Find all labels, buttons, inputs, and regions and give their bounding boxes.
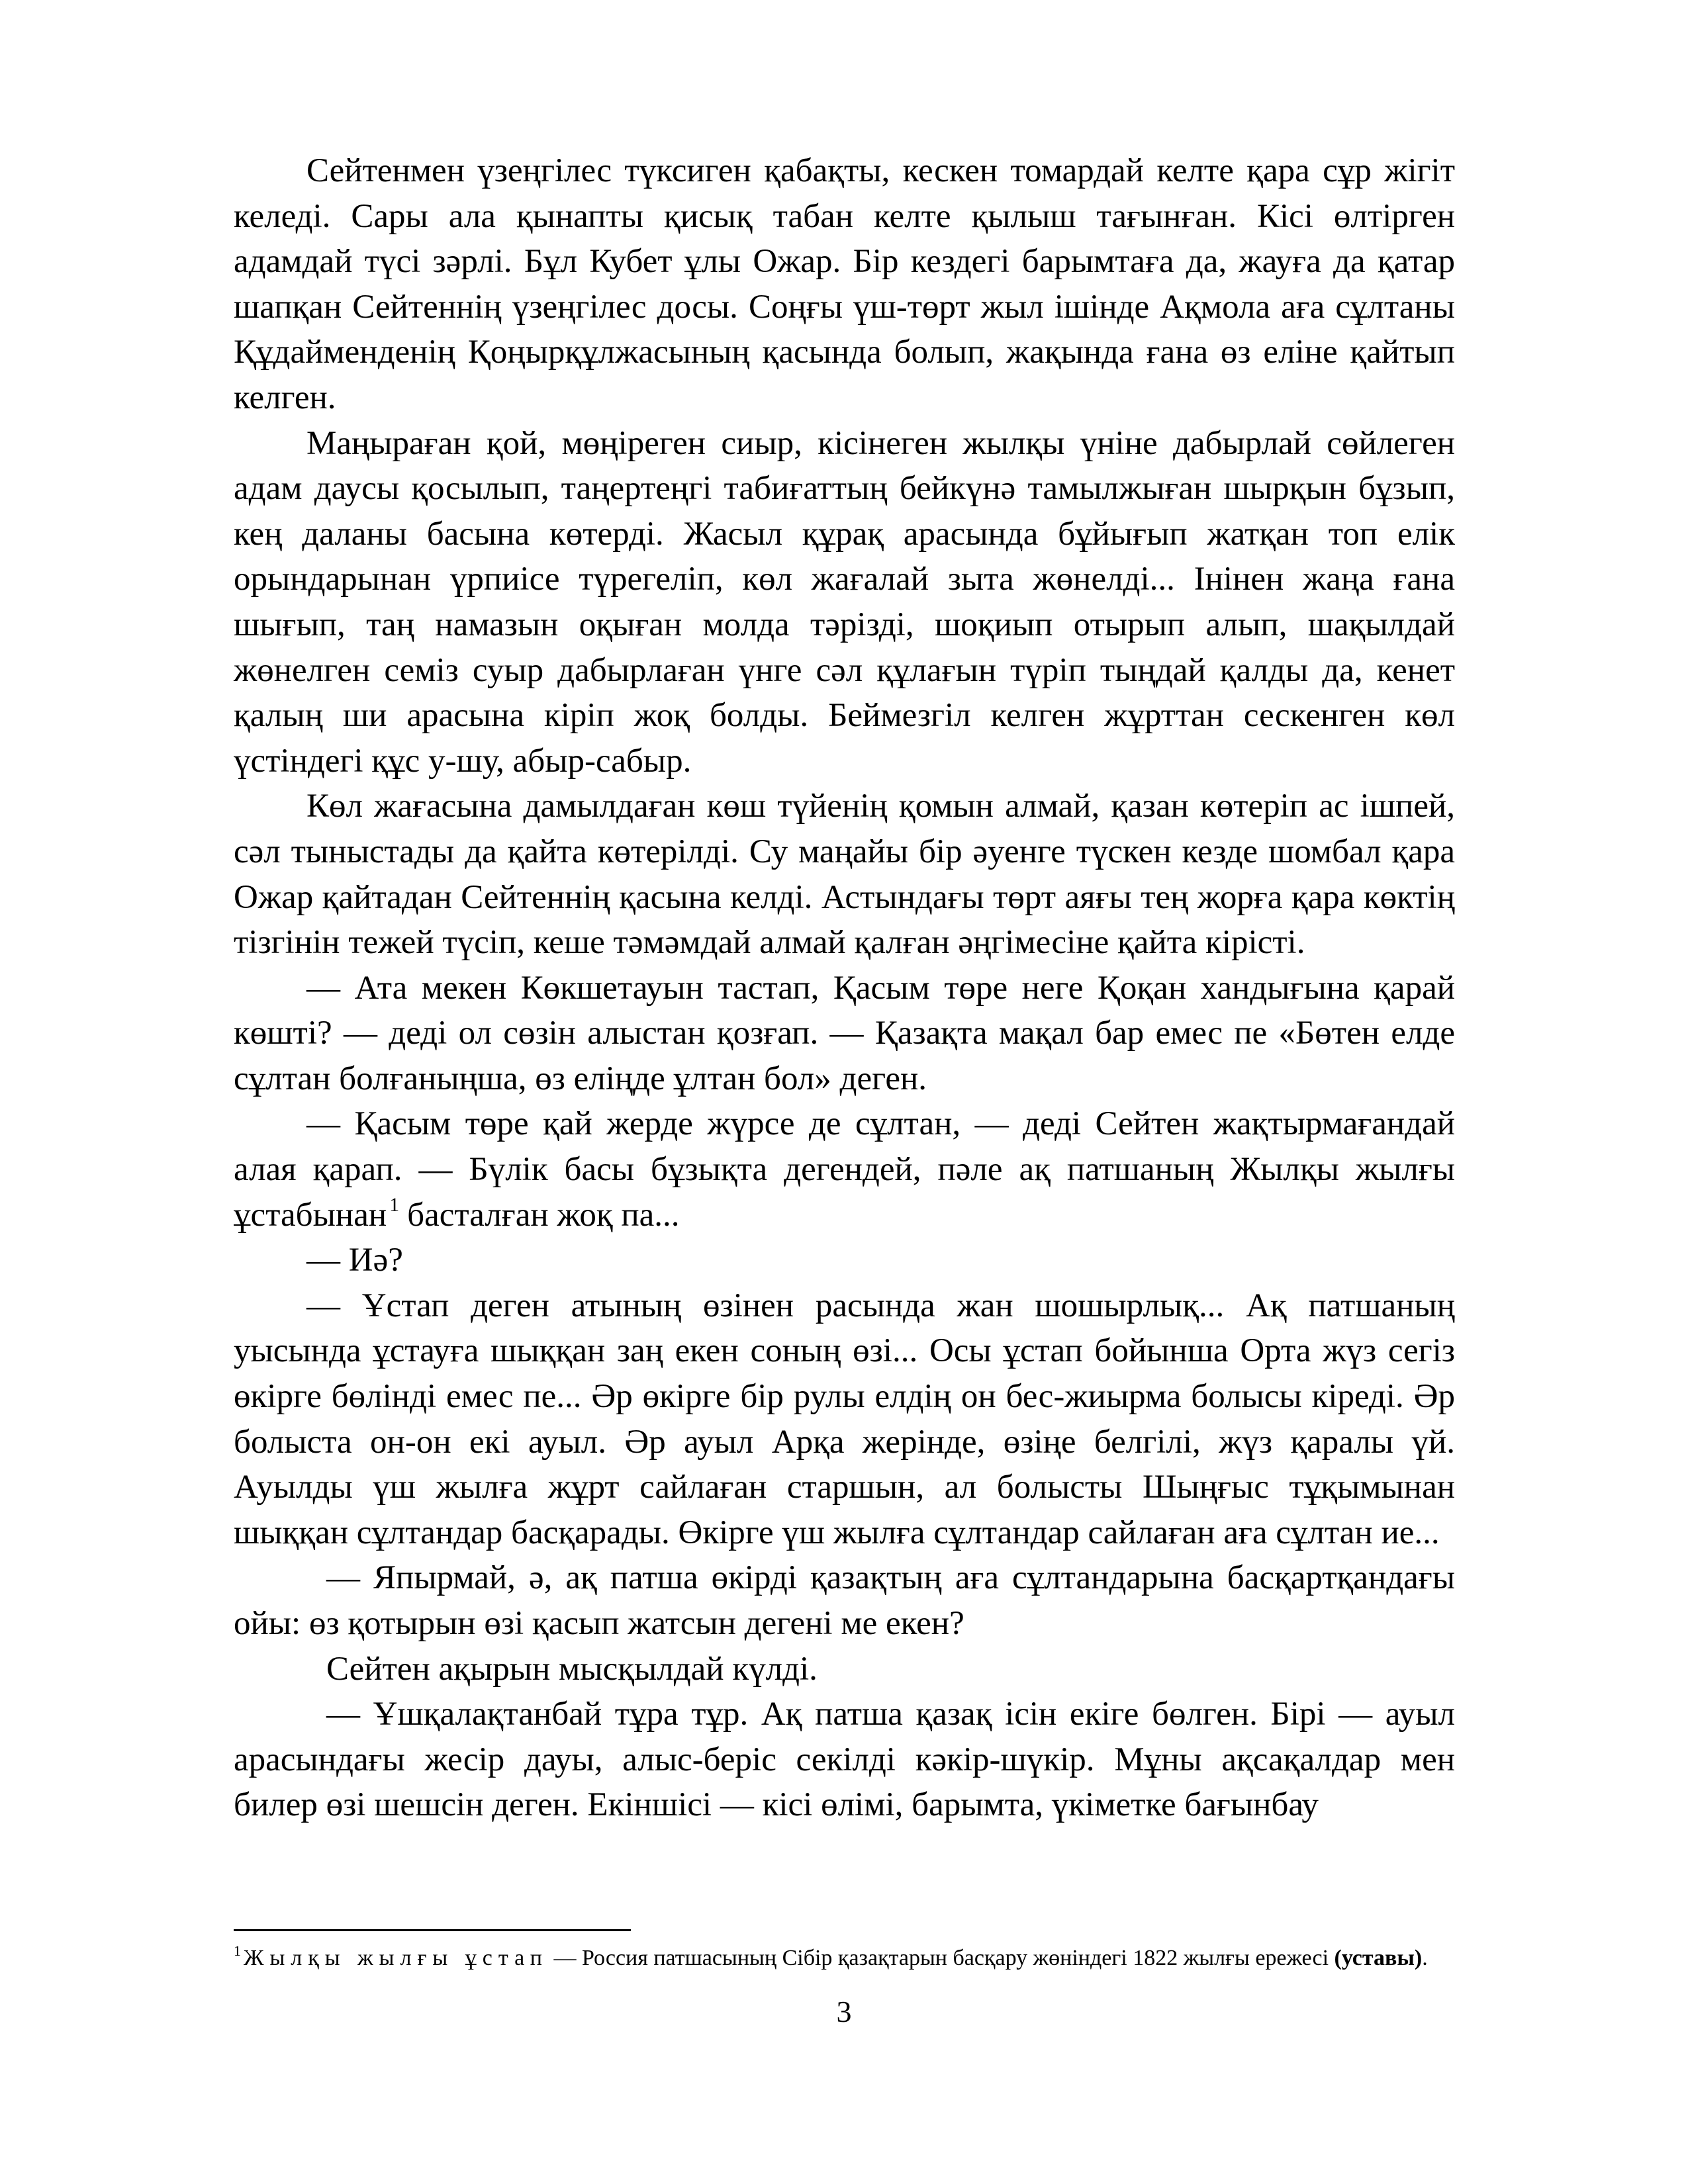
- footnote-text: — Россия патшасының Сібір қазақтарын басқару жөніндегі 1822 жылғы ережесі: [547, 1946, 1329, 1970]
- footnote-separator: [234, 1929, 631, 1931]
- paragraph: Көл жағасына дамылдаған көш түйенің қомын алмай, қазан көтеріп ас ішпей, сәл тыныстады да қайта көтерілді. Су маңайы бір әуенге түскен кезде шомбал қара Ожар қайтадан Сейтеннің қасына келді. Астындағы төрт аяғы тең жорға қара көктің тізгінін тежей түсіп, кеше тәмәмдай алмай қалған әңгімесіне қайта кірісті.: [234, 788, 1455, 962]
- paragraph: — Иә?: [306, 1242, 403, 1279]
- paragraph: Сейтен ақырын мысқылдай күлді.: [326, 1650, 818, 1688]
- paragraph: — Ата мекен Көкшетауын тастап, Қасым төре неге Қоқан хандығына қарай көшті? — деді ол сөзін алыстан қозғап. — Қазақта мақал бар емес пе «Бөтен елде сұлтан болғаныңша, өз еліңде ұлтан бол» деген.: [234, 969, 1455, 1097]
- paragraph-text: — Қасым төре қай жерде жүрсе де сұлтан, — деді Сейтен жақтырмағандай алая қарап. — Бүлік басы бұзықта дегендей, пәле ақ патшаның Жылқы жылғы ұстабынан: [234, 1105, 1455, 1234]
- footnote-marker: 1: [234, 1942, 241, 1959]
- page-number: 3: [836, 1995, 852, 2028]
- footnote-reference[interactable]: 1: [389, 1193, 400, 1216]
- footnote-bold-note: (уставы): [1334, 1946, 1423, 1970]
- paragraph-with-footnote: [234, 1101, 1455, 1238]
- body-text: [234, 148, 1455, 1828]
- footnote: [234, 1942, 1455, 1974]
- paragraph: Маңыраған қой, мөңіреген сиыр, кісінеген жылқы үніне дабырлай сөйлеген адам даусы қосылып, таңертеңгі табиғаттың бейкүнә тамылжыған шырқын бұзып, кең даланы басына көтерді. Жасыл құрақ арасында бұйығып жатқан топ елік орындарынан үрпиісе түрегеліп, көл жағалай зыта жөнелді... Інінен жаңа ғана шығып, таң намазын оқыған молда тәрізді, шоқиып отырып алып, шақылдай жөнелген семіз суыр дабырлаған үнге сәл құлағын түріп тыңдай қалды да, кенет қалың ши арасына кіріп жоқ болды. Беймезгіл келген жұрттан сескенген көл үстіндегі құс у-шу, абыр-сабыр.: [234, 424, 1455, 780]
- paragraph: Сейтенмен үзеңгілес түксиген қабақты, кескен томардай келте қара сұр жігіт келеді. Сары ала қынапты қисық табан келте қылыш тағынған. Кісі өлтірген адамдай түсі зәрлі. Бұл Кубет ұлы Ожар. Бір кездегі барымтаға да, жауға да қатар шапқан Сейтеннің үзеңгілес досы. Соңғы үш-төрт жыл ішінде Ақмола аға сұлтаны Құдайменденің Қоңырқұлжасының қасында болып, жақында ғана өз еліне қайтып келген.: [234, 152, 1455, 416]
- paragraph: — Ұшқалақтанбай тұра тұр. Ақ патша қазақ ісін екіге бөлген. Бірі — ауыл арасындағы жесір дауы, алыс-беріс секілді кәкір-шүкір. Мұны ақсақалдар мен билер өзі шешсін деген. Екіншісі — кісі өлімі, барымта, үкіметке бағынбау: [234, 1696, 1455, 1824]
- paragraph: — Япырмай, ә, ақ патша өкірді қазақтың аға сұлтандарына басқартқандағы ойы: өз қотырын өзі қасып жатсын дегені ме екен?: [234, 1559, 1455, 1642]
- footnote-term: Жылқы жылғы ұстап: [244, 1946, 548, 1970]
- footnote-end: .: [1422, 1946, 1428, 1970]
- paragraph: — Ұстап деген атының өзінен расында жан шошырлық... Ақ патшаның уысында ұстауға шыққан заң екен соның өзі... Осы ұстап бойынша Орта жүз сегіз өкірге бөлінді емес пе... Әр өкірге бір рулы елдің он бес-жиырма болысы кіреді. Әр болыста он-он екі ауыл. Әр ауыл Арқа жерінде, өзіңе белгілі, жүз қаралы үй. Ауылды үш жылға жұрт сайлаған старшын, ал болысты Шыңғыс тұқымынан шыққан сұлтандар басқарады. Өкірге үш жылға сұлтандар сайлаған аға сұлтан ие...: [234, 1287, 1455, 1551]
- paragraph-text: басталған жоқ па...: [407, 1196, 680, 1234]
